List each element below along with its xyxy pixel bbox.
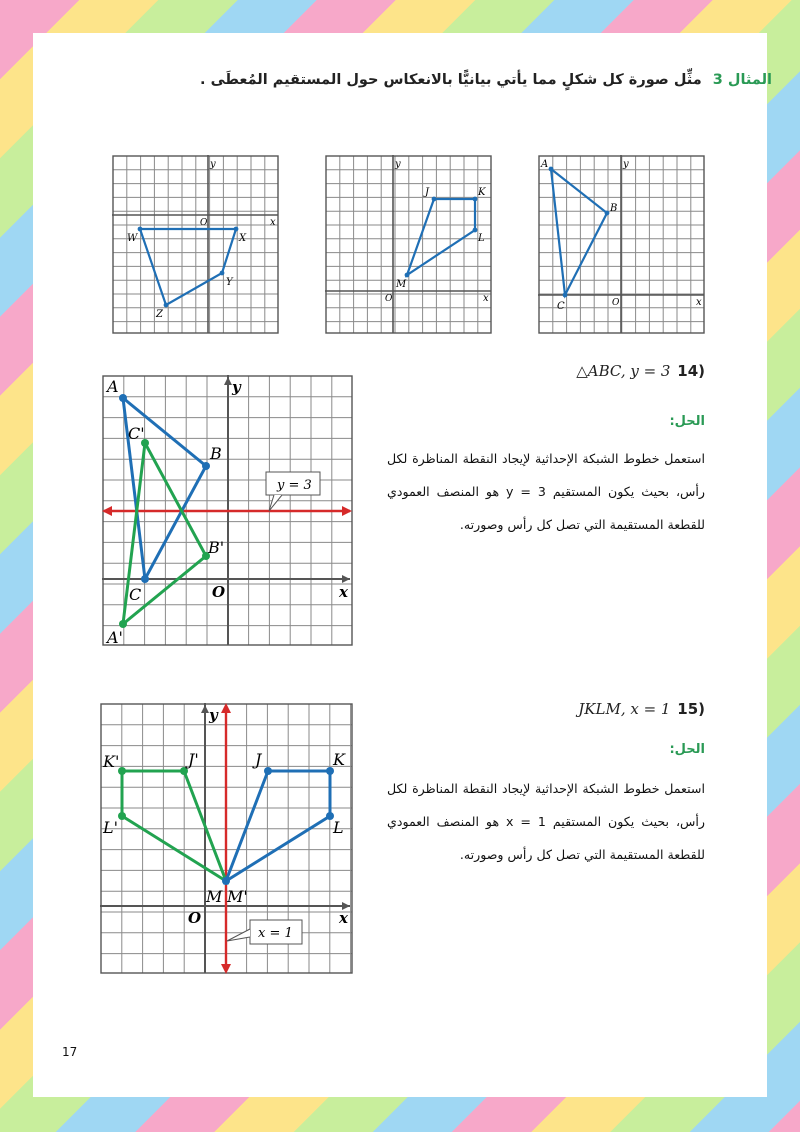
x-axis-label: x [270,217,276,228]
graph-abc [538,155,706,335]
vertex-label-y: Y [226,277,233,288]
problem-14-statement: △ABC, y = 3 14) [576,362,705,380]
x-axis-label: x [696,297,702,308]
solution-15-text: استعمل خطوط الشبكة الإحداثية لإيجاد النقطة المناظرة لكل رأس، بحيث يكون المستقيم x = 1 هو المنصف العمودي للقطعة المستقيمة التي تصل كل رأس وصورته. [387,781,705,862]
vertex-label-b: B [210,444,222,463]
vertex-label-b: B [610,203,618,214]
vertex-label-c-prime: C' [128,424,145,443]
vertex-label-j: J [255,750,262,769]
polygon-jklm [407,199,475,275]
x-axis-label: x [339,909,348,927]
x-axis-label: x [339,583,348,601]
origin-label: O [385,294,393,304]
vertex-label-a: A [541,159,549,170]
vertex-label-a: A [107,377,119,396]
vertex-label-w: W [127,233,138,244]
vertex-label-k-prime: K' [103,752,120,771]
graph-wxyz [112,155,280,335]
vertex-label-l: L [478,233,485,244]
vertex-label-m: M [206,887,223,906]
triangle-abc [551,169,607,295]
graph-problem-15 [100,703,354,975]
y-axis-label: y [210,159,216,170]
vertex-label-l-prime: L' [103,818,119,837]
page-number: 17 [62,1045,78,1059]
origin-label: O [200,218,208,228]
vertex-label-x: X [239,233,247,244]
vertex-label-j-prime: J' [188,750,199,769]
solution-15-heading: الحل: [669,742,705,757]
y-axis-label: y [395,159,401,170]
vertex-label-j: J [425,187,430,198]
graph-jklm [325,155,493,335]
solution-14-text: استعمل خطوط الشبكة الإحداثية لإيجاد النقطة المناظرة لكل رأس، بحيث يكون المستقيم y = 3 هو المنصف العمودي للقطعة المستقيمة التي تصل كل رأس وصورته. [387,451,705,532]
example-title [20,72,772,88]
vertex-label-m: M [396,279,407,290]
y-axis-label: y [623,159,629,170]
vertex-label-l: L [333,818,344,837]
origin-label: O [612,298,620,308]
problem-15-statement: JKLM, x = 1 15) [578,700,705,718]
vertex-label-z: Z [156,309,163,320]
vertex-label-b-prime: B' [208,538,225,557]
graph-problem-14 [102,375,354,647]
solution-14-heading: الحل: [669,414,705,429]
origin-label: O [212,583,226,601]
line-label-y3: y = 3 [277,478,312,493]
y-axis-label: y [209,706,218,724]
vertex-label-k: K [333,750,345,769]
example-instruction: مثِّل صورة كل شكلٍ مما يأتي بيانيًّا بالانعكاس حول المستقيم المُعطَى . [200,72,702,88]
y-axis-label: y [232,378,241,396]
vertex-label-a-prime: A' [107,628,123,647]
example-label: المثال 3 [712,72,772,88]
vertex-label-c: C [557,301,565,312]
vertex-label-m-prime: M' [227,887,248,906]
line-label-x1: x = 1 [258,926,293,941]
vertex-label-c: C [129,585,142,604]
x-axis-label: x [483,293,489,304]
vertex-label-k: K [478,187,486,198]
origin-label: O [188,909,202,927]
